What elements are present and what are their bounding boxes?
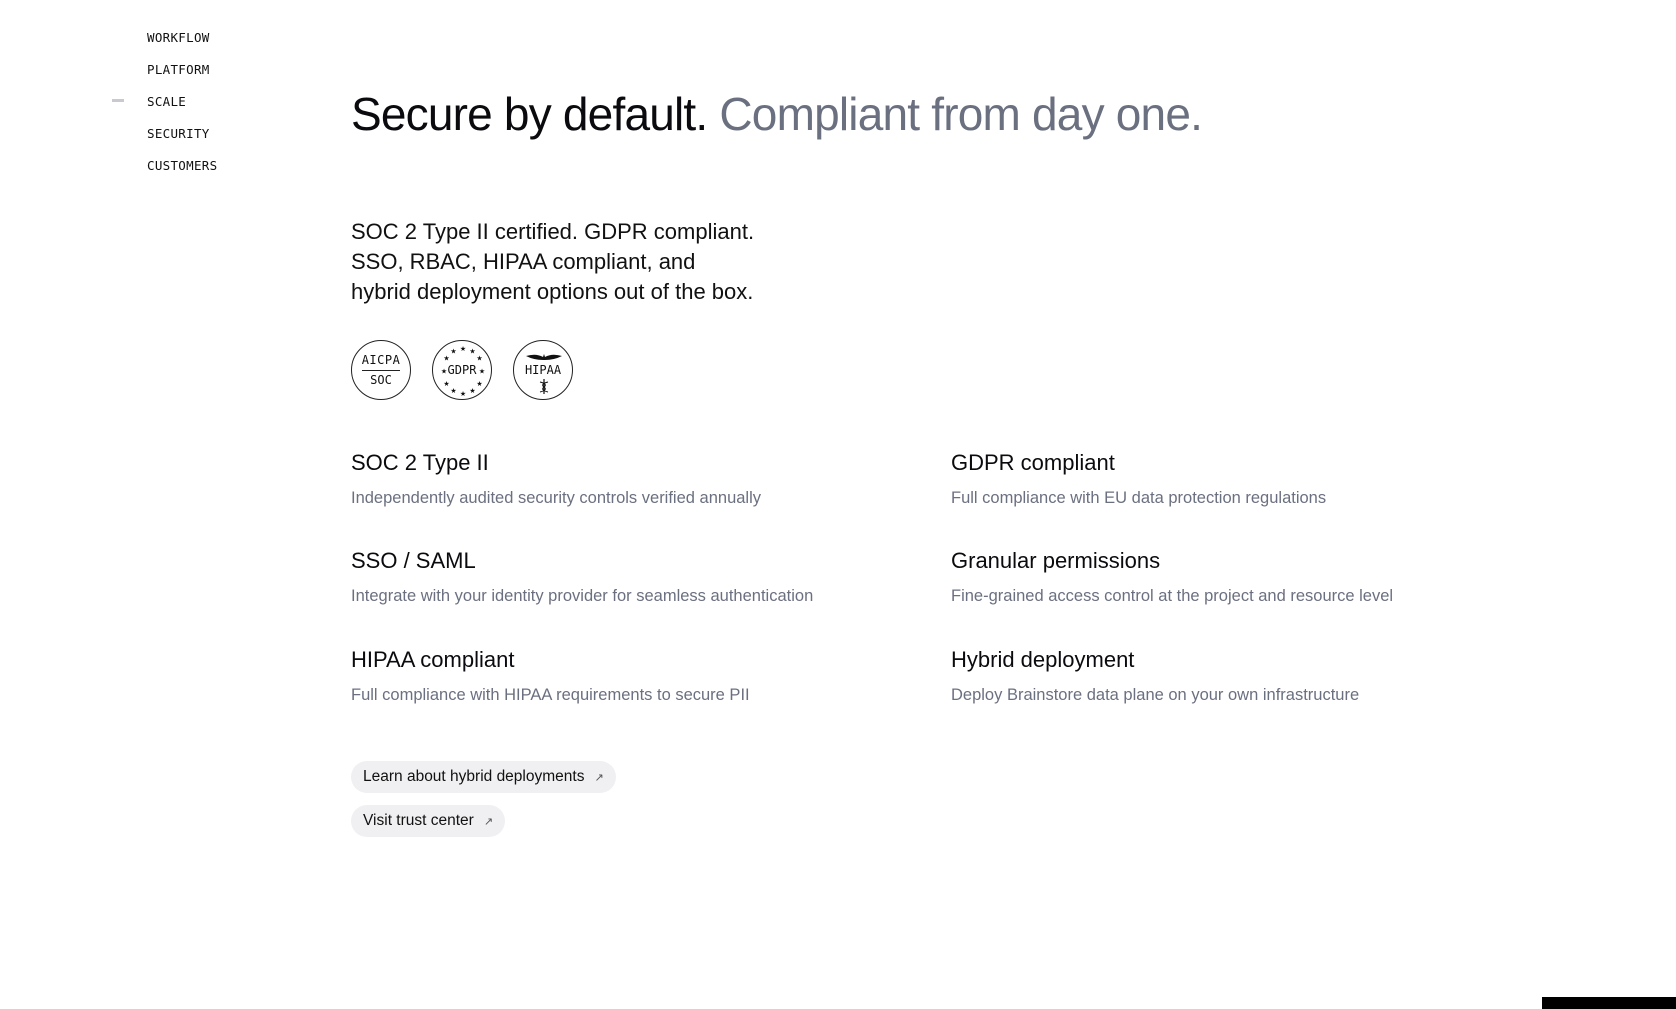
aicpa-label: AICPA [362,354,401,371]
svg-text:★: ★ [478,367,486,376]
intro-line: hybrid deployment options out of the box. [351,279,754,304]
headline-secondary: Compliant from day one. [719,88,1203,140]
feature-title: SSO / SAML [351,548,476,573]
feature-sso [351,546,911,608]
svg-text:★: ★ [459,390,467,398]
cta-links [351,761,616,849]
feature-soc2 [351,448,911,510]
trust-center-link[interactable] [351,805,505,837]
intro-line: SOC 2 Type II certified. GDPR compliant. [351,219,755,244]
nav-item-label: CUSTOMERS [147,157,218,173]
section-intro [351,217,871,307]
gdpr-badge [432,340,492,400]
link-label: Visit trust center [363,812,474,829]
hipaa-label: HIPAA [524,363,562,377]
feature-title: GDPR compliant [951,450,1115,475]
feature-permissions [951,546,1511,608]
gdpr-label: GDPR [447,363,477,377]
headline-primary: Secure by default. [351,88,708,140]
nav-item-scale[interactable] [0,85,260,117]
corner-element [1542,997,1676,1009]
svg-text:★: ★ [450,347,457,356]
nav-item-label: PLATFORM [147,61,210,77]
aicpa-soc-badge [351,340,411,400]
nav-item-workflow[interactable] [0,21,260,53]
compliance-badges [351,340,573,400]
svg-text:★: ★ [459,345,467,353]
feature-title: Hybrid deployment [951,647,1135,672]
hybrid-deployments-link[interactable] [351,761,616,793]
feature-description: Full compliance with EU data protection regulations [951,489,1327,507]
soc-label: SOC [370,372,392,387]
link-label: Learn about hybrid deployments [363,768,585,785]
feature-description: Integrate with your identity provider for seamless authentication [351,587,814,605]
hipaa-badge [513,340,573,400]
feature-hybrid [951,645,1511,707]
arrow-up-right-icon: ↗ [483,815,494,828]
feature-description: Deploy Brainstore data plane on your own infrastructure [951,686,1360,704]
feature-description: Full compliance with HIPAA requirements to secure PII [351,686,750,704]
feature-description: Fine-grained access control at the project and resource level [951,587,1394,605]
feature-title: Granular permissions [951,548,1161,573]
nav-item-label: WORKFLOW [147,29,210,45]
section-headline [351,84,1202,144]
feature-gdpr [951,448,1511,510]
feature-hipaa [351,645,911,707]
intro-line: SSO, RBAC, HIPAA compliant, and [351,249,696,274]
feature-title: SOC 2 Type II [351,450,489,475]
nav-item-customers[interactable] [0,149,260,181]
svg-text:★: ★ [476,354,483,363]
feature-title: HIPAA compliant [351,647,515,672]
nav-item-security[interactable] [0,117,260,149]
nav-item-label: SECURITY [147,125,210,141]
nav-item-label: SCALE [147,93,187,109]
active-marker [112,99,124,102]
svg-text:★: ★ [469,387,476,395]
svg-text:★: ★ [443,380,450,388]
svg-text:★: ★ [443,354,450,363]
svg-text:★: ★ [450,387,457,395]
svg-text:★: ★ [469,347,476,356]
section-nav [0,21,260,181]
feature-description: Independently audited security controls verified annually [351,489,762,507]
svg-text:★: ★ [440,367,448,376]
nav-item-platform[interactable] [0,53,260,85]
arrow-up-right-icon: ↗ [594,771,604,784]
svg-text:★: ★ [476,380,483,388]
